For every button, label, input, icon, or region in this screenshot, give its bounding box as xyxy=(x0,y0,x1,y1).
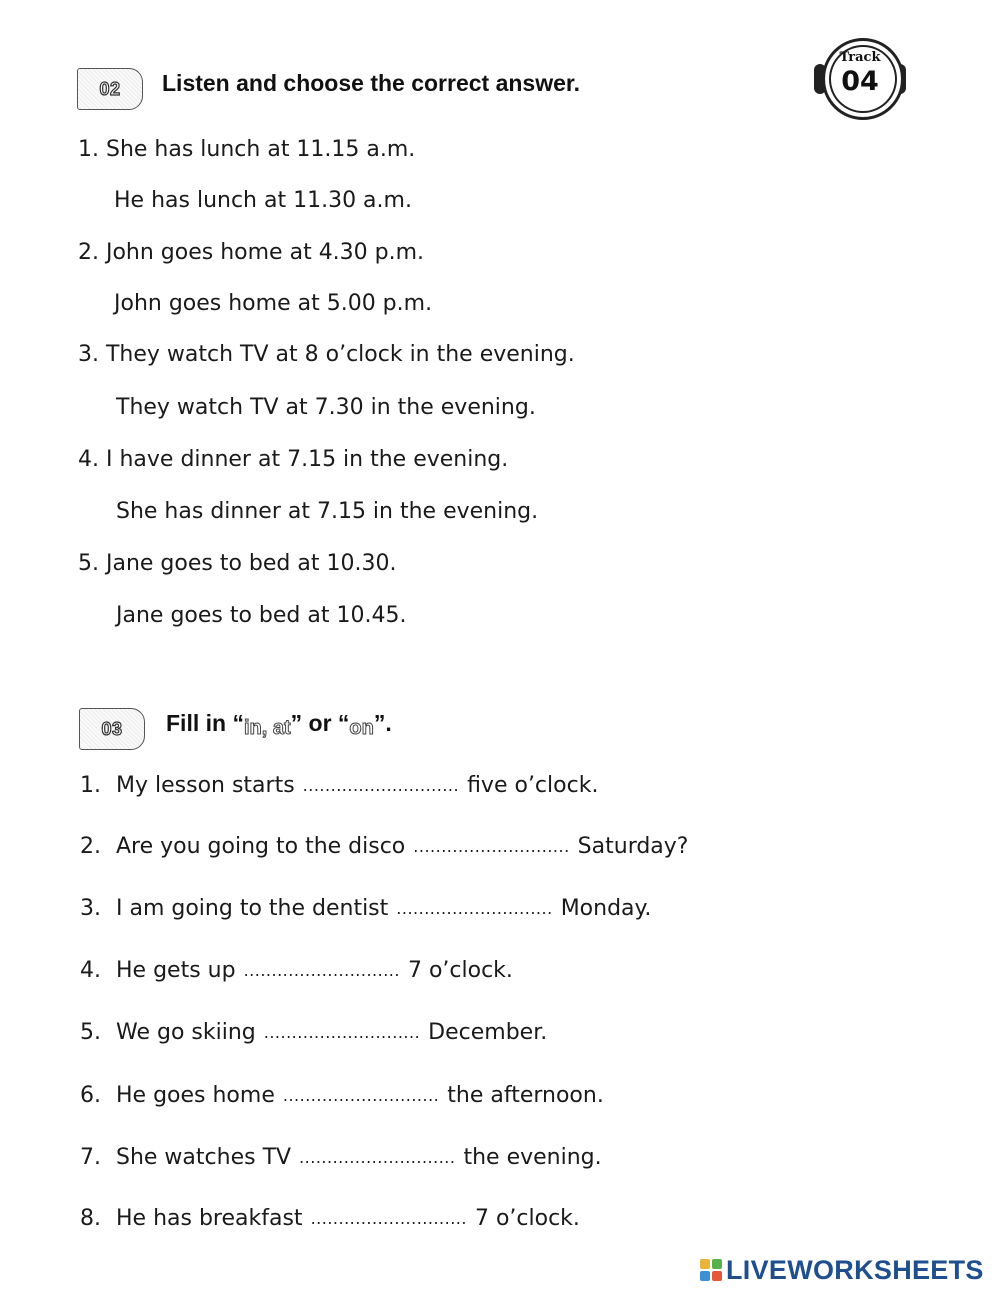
section-3-title-or: or xyxy=(308,710,332,736)
fill-item-number: 4. xyxy=(80,958,101,983)
listen-item: He has lunch at 11.30 a.m. xyxy=(114,188,412,213)
track-badge xyxy=(812,38,908,118)
listen-item: They watch TV at 7.30 in the evening. xyxy=(116,395,536,420)
fill-item-before: My lesson starts xyxy=(116,773,295,798)
logo-square xyxy=(712,1271,722,1281)
section-3-title: Fill in “in, at” or “on”. xyxy=(166,710,392,739)
logo-square xyxy=(700,1271,710,1281)
fill-item-after: five o’clock. xyxy=(467,773,599,798)
listen-item: She has dinner at 7.15 in the evening. xyxy=(116,499,539,524)
fill-item xyxy=(80,896,651,921)
fill-item-after: 7 o’clock. xyxy=(474,1206,580,1231)
listen-item: 1. She has lunch at 11.15 a.m. xyxy=(78,137,416,162)
fill-item xyxy=(80,773,598,798)
section-3-badge-text: 03 xyxy=(101,718,123,739)
logo-square xyxy=(712,1259,722,1269)
answer-blank[interactable]: ............................ xyxy=(302,776,460,795)
fill-item-before: I am going to the dentist xyxy=(116,896,389,921)
fill-item-after: December. xyxy=(428,1020,548,1045)
option-on: on xyxy=(349,717,374,739)
fill-item xyxy=(80,1206,580,1231)
listen-item: 2. John goes home at 4.30 p.m. xyxy=(78,240,425,265)
fill-item xyxy=(80,958,513,983)
track-number: 04 xyxy=(841,66,879,97)
answer-blank[interactable]: ............................ xyxy=(299,1148,456,1167)
listen-item: 3. They watch TV at 8 o’clock in the evening. xyxy=(78,342,575,367)
fill-item-before: He has breakfast xyxy=(116,1206,303,1231)
fill-item-after: Saturday? xyxy=(577,834,689,859)
section-2-title: Listen and choose the correct answer. xyxy=(162,70,580,96)
listen-item: 5. Jane goes to bed at 10.30. xyxy=(78,551,397,576)
fill-item-before: He gets up xyxy=(116,958,236,983)
fill-item-number: 7. xyxy=(80,1145,101,1170)
section-3-title-prefix: Fill in xyxy=(166,710,227,736)
answer-blank[interactable]: ............................ xyxy=(310,1209,467,1228)
section-2-badge-text: 02 xyxy=(99,78,121,99)
fill-item-after: the evening. xyxy=(463,1145,602,1170)
answer-blank[interactable]: ............................ xyxy=(243,961,400,980)
fill-item-after: Monday. xyxy=(560,896,652,921)
fill-item-number: 5. xyxy=(80,1020,101,1045)
fill-item-after: the afternoon. xyxy=(447,1083,604,1108)
answer-blank[interactable]: ............................ xyxy=(282,1086,440,1105)
options-in-at: in, at xyxy=(243,717,291,739)
liveworksheets-logo-icon xyxy=(700,1259,722,1281)
liveworksheets-brand[interactable] xyxy=(700,1255,995,1285)
listen-item: 4. I have dinner at 7.15 in the evening. xyxy=(78,447,509,472)
answer-blank[interactable]: ............................ xyxy=(413,837,570,856)
fill-item-number: 2. xyxy=(80,834,101,859)
section-3-badge xyxy=(79,708,145,750)
fill-item-before: Are you going to the disco xyxy=(116,834,406,859)
listen-item: John goes home at 5.00 p.m. xyxy=(114,291,433,316)
logo-square xyxy=(700,1259,710,1269)
fill-item-before: She watches TV xyxy=(116,1145,292,1170)
fill-item-before: We go skiing xyxy=(116,1020,256,1045)
fill-item-number: 6. xyxy=(80,1083,101,1108)
answer-blank[interactable]: ............................ xyxy=(396,899,553,918)
brand-wordmark: LIVEWORKSHEETS xyxy=(726,1254,984,1285)
fill-item-before: He goes home xyxy=(116,1083,275,1108)
section-2-badge xyxy=(77,68,143,110)
fill-item xyxy=(80,834,689,859)
listen-item: Jane goes to bed at 10.45. xyxy=(116,603,407,628)
fill-item-number: 8. xyxy=(80,1206,101,1231)
fill-item-number: 1. xyxy=(80,773,101,798)
track-label: Track xyxy=(839,50,881,65)
fill-item-after: 7 o’clock. xyxy=(407,958,513,983)
fill-item-number: 3. xyxy=(80,896,101,921)
fill-item xyxy=(80,1145,602,1170)
fill-item xyxy=(80,1083,604,1108)
answer-blank[interactable]: ............................ xyxy=(263,1023,421,1042)
fill-item xyxy=(80,1020,547,1045)
